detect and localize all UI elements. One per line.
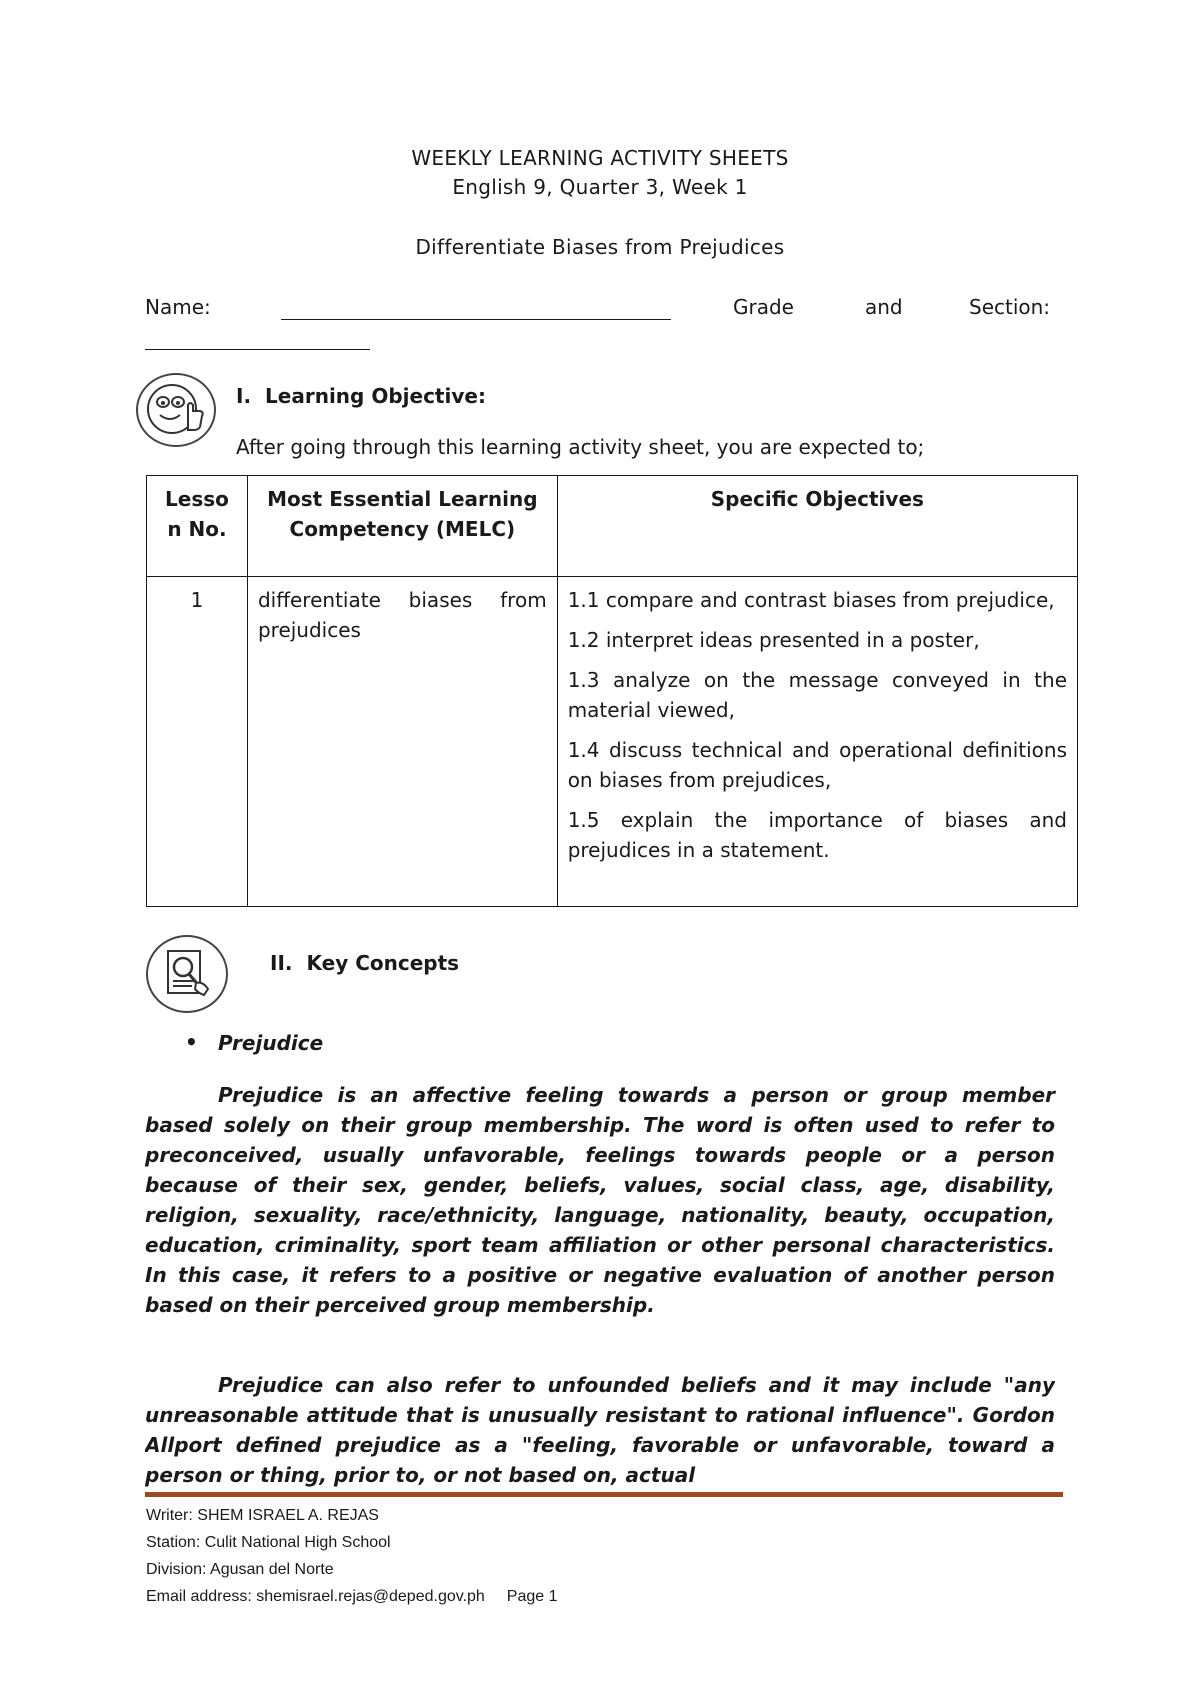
section1-heading-text: Learning Objective: <box>265 384 486 408</box>
email-link[interactable]: shemisrael.rejas@deped.gov.ph <box>256 1588 485 1605</box>
footer-division <box>146 1556 334 1583</box>
section1-heading <box>236 384 486 408</box>
station-label: Station: <box>146 1534 201 1551</box>
col-header-lesson-no: Lesso n No. <box>147 476 248 577</box>
thumbs-up-face-icon <box>136 373 216 447</box>
col-header-melc: Most Essential Learning Competency (MELC) <box>247 476 557 577</box>
prejudice-paragraph-1: Prejudice is an affective feeling towards a person or group member based solely on their group membership. The word is often used to refer to preconceived, usually unfavorable, feelings towards people or a person because of their sex, gender, beliefs, values, social class, age, disability, religion, sexuality, race/ethnicity, language, nationality, beauty, occupation, education, criminality, sport team affiliation or other personal characteristics. In this case, it refers to a positive or negative evaluation of another person based on their perceived group membership. <box>145 1083 1055 1317</box>
sheet-title: WEEKLY LEARNING ACTIVITY SHEETS <box>411 146 789 170</box>
section1-heading-num: I. <box>236 384 252 408</box>
station-name: Culit National High School <box>204 1534 391 1551</box>
objective-item: 1.5 explain the importance of biases and prejudices in a statement. <box>567 808 1067 862</box>
section2-heading <box>270 951 459 975</box>
section-blank-line[interactable] <box>145 349 370 350</box>
name-label: Name: <box>145 295 211 319</box>
sheet-topic: Differentiate Biases from Prejudices <box>415 235 785 259</box>
bullet-dot: • <box>185 1030 198 1054</box>
section-label: Section: <box>969 295 1051 319</box>
section1-intro: After going through this learning activity sheet, you are expected to; <box>236 435 925 459</box>
division-label: Division: <box>146 1561 207 1578</box>
section2-heading-text: Key Concepts <box>306 951 460 975</box>
footer-rule <box>145 1492 1063 1497</box>
sheet-subtitle: English 9, Quarter 3, Week 1 <box>452 175 748 199</box>
division-name: Agusan del Norte <box>210 1561 334 1578</box>
prejudice-paragraph-2: Prejudice can also refer to unfounded beliefs and it may include "any unreasonable attitude that is unusually resistant to rational influence". Gordon Allport defined prejudice as a "feeling, favorable or unfavorable, toward a person or thing, prior to, or not based on, actual <box>145 1373 1055 1487</box>
email-label: Email address: <box>146 1588 252 1605</box>
col-header-specific-objectives: Specific Objectives <box>557 476 1077 577</box>
magnifier-document-icon <box>146 935 228 1013</box>
grade-label: Grade <box>733 295 794 319</box>
page-number: Page 1 <box>506 1588 558 1605</box>
table-row <box>147 577 1078 907</box>
melc-cell: differentiate biases from prejudices <box>247 577 557 907</box>
objective-item: 1.3 analyze on the message conveyed in the material viewed, <box>567 668 1067 722</box>
section2-heading-num: II. <box>270 951 293 975</box>
objectives-cell <box>557 577 1077 907</box>
bullet-prejudice-label: Prejudice <box>218 1031 324 1055</box>
objectives-table <box>146 475 1078 907</box>
objective-item: 1.4 discuss technical and operational definitions on biases from prejudices, <box>567 738 1067 792</box>
footer-writer <box>146 1502 379 1529</box>
name-blank-line[interactable] <box>281 319 671 320</box>
objective-item: 1.2 interpret ideas presented in a poster, <box>567 628 980 652</box>
writer-label: Writer: <box>146 1507 193 1524</box>
table-header-row <box>147 476 1078 577</box>
objective-item: 1.1 compare and contrast biases from prejudice, <box>567 588 1055 612</box>
lesson-number-cell: 1 <box>147 577 248 907</box>
and-label: and <box>865 295 903 319</box>
writer-name: SHEM ISRAEL A. REJAS <box>197 1507 379 1524</box>
footer-station <box>146 1529 391 1556</box>
footer-email <box>146 1583 558 1610</box>
